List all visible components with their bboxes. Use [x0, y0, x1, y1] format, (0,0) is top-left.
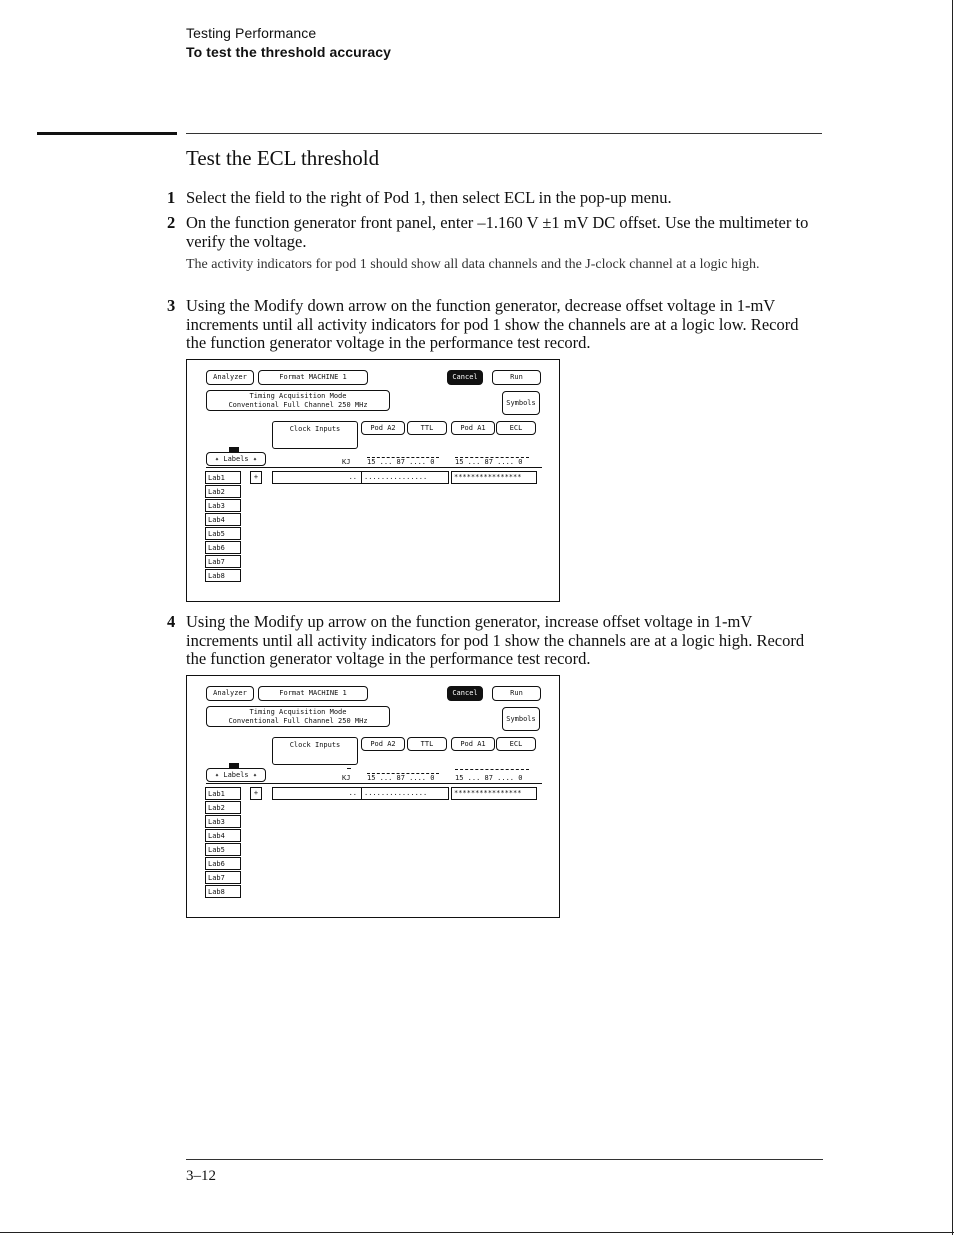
running-head — [186, 24, 391, 62]
clock-assignment-field[interactable]: .. — [272, 787, 362, 800]
label-row[interactable]: Lab1 — [205, 787, 241, 800]
pod-a1-label: Pod A1 — [451, 421, 495, 435]
analyzer-button[interactable]: Analyzer — [206, 686, 254, 701]
step-3 — [167, 296, 816, 353]
step-text: On the function generator front panel, enter –1.160 V ±1 mV DC offset. Use the multimeter to verify the voltage. — [186, 213, 809, 251]
page-edge-right — [952, 0, 953, 1235]
label-row[interactable]: Lab5 — [205, 527, 241, 540]
add-label-button[interactable]: + — [250, 787, 262, 800]
step-number: 4 — [167, 612, 176, 631]
pod-a2-assignment-field[interactable]: ............... — [361, 787, 449, 800]
symbols-button[interactable]: Symbols — [502, 391, 540, 415]
step-text: Using the Modify down arrow on the function generator, decrease offset voltage in 1-mV increments until all activity indicators for pod 1 show the channels are at a logic low. Record the function generator voltage in the performance test record. — [186, 296, 799, 352]
mode-line-2: Conventional Full Channel 250 MHz — [228, 401, 368, 409]
format-button[interactable]: Format MACHINE 1 — [258, 370, 368, 385]
page-edge-bottom — [0, 1232, 954, 1233]
mode-line-1: Timing Acquisition Mode — [249, 708, 347, 716]
analyzer-button[interactable]: Analyzer — [206, 370, 254, 385]
header-divider — [206, 467, 542, 468]
pod-a2-label: Pod A2 — [361, 421, 405, 435]
label-row[interactable]: Lab7 — [205, 555, 241, 568]
run-button[interactable]: Run — [492, 370, 541, 385]
analyzer-screen-high — [186, 675, 560, 918]
clock-bits-label: KJ — [342, 458, 351, 466]
add-label-button[interactable]: + — [250, 471, 262, 484]
label-row[interactable]: Lab4 — [205, 829, 241, 842]
pod-a2-assignment-field[interactable]: ............... — [361, 471, 449, 484]
step-number: 2 — [167, 213, 176, 232]
page-number: 3–12 — [186, 1168, 216, 1184]
pod-a2-bit-range: 15 ... 87 .... 0 — [367, 774, 435, 782]
acquisition-mode-button[interactable] — [206, 706, 390, 727]
section-subtitle: To test the threshold accuracy — [186, 44, 392, 60]
pod-a2-threshold-button[interactable]: TTL — [407, 421, 447, 435]
pod-a1-bit-range: 15 ... 87 .... 0 — [455, 458, 523, 466]
analyzer-screen-low — [186, 359, 560, 602]
label-row[interactable]: Lab6 — [205, 857, 241, 870]
pod-a1-activity-line — [455, 769, 529, 770]
step-text: Select the field to the right of Pod 1, then select ECL in the pop-up menu. — [186, 188, 672, 207]
acquisition-mode-button[interactable] — [206, 390, 390, 411]
section-rule-thin — [186, 133, 822, 134]
clock-inputs-button[interactable]: Clock Inputs — [272, 737, 358, 765]
label-row[interactable]: Lab1 — [205, 471, 241, 484]
pod-a1-label: Pod A1 — [451, 737, 495, 751]
format-button[interactable]: Format MACHINE 1 — [258, 686, 368, 701]
labels-button[interactable]: ✦ Labels ✦ — [206, 768, 266, 782]
label-row[interactable]: Lab8 — [205, 885, 241, 898]
mode-line-1: Timing Acquisition Mode — [249, 392, 347, 400]
label-row[interactable]: Lab3 — [205, 815, 241, 828]
chapter-title: Testing Performance — [186, 25, 317, 41]
label-row[interactable]: Lab2 — [205, 801, 241, 814]
step-note: The activity indicators for pod 1 should show all data channels and the J-clock channel at a logic high. — [186, 257, 760, 272]
label-row[interactable]: Lab8 — [205, 569, 241, 582]
label-row[interactable]: Lab4 — [205, 513, 241, 526]
pod-a2-bit-range: 15 ... 87 .... 0 — [367, 458, 435, 466]
pod-a2-label: Pod A2 — [361, 737, 405, 751]
labels-button[interactable]: ✦ Labels ✦ — [206, 452, 266, 466]
pod-a1-assignment-field[interactable]: **************** — [451, 787, 537, 800]
label-row[interactable]: Lab2 — [205, 485, 241, 498]
label-row[interactable]: Lab7 — [205, 871, 241, 884]
header-divider — [206, 783, 542, 784]
section-rule-thick — [37, 132, 177, 135]
pod-a1-threshold-button[interactable]: ECL — [496, 737, 536, 751]
clock-assignment-field[interactable]: .. — [272, 471, 362, 484]
label-row[interactable]: Lab5 — [205, 843, 241, 856]
run-button[interactable]: Run — [492, 686, 541, 701]
pod-a2-threshold-button[interactable]: TTL — [407, 737, 447, 751]
pod-a1-assignment-field[interactable]: **************** — [451, 471, 537, 484]
step-2 — [167, 213, 816, 251]
mode-line-2: Conventional Full Channel 250 MHz — [228, 717, 368, 725]
pod-a1-threshold-button[interactable]: ECL — [496, 421, 536, 435]
step-text: Using the Modify up arrow on the function generator, increase offset voltage in 1-mV increments until all activity indicators for pod 1 show the channels are at a logic high. Record the function generator voltage in the performance test record. — [186, 612, 805, 668]
cancel-button[interactable]: Cancel — [447, 370, 483, 385]
label-row[interactable]: Lab3 — [205, 499, 241, 512]
symbols-button[interactable]: Symbols — [502, 707, 540, 731]
cancel-button[interactable]: Cancel — [447, 686, 483, 701]
step-number: 1 — [167, 188, 176, 207]
pod-a1-bit-range: 15 ... 87 .... 0 — [455, 774, 523, 782]
page-title: Test the ECL threshold — [186, 146, 380, 170]
step-1 — [167, 188, 816, 208]
clock-bits-label: KJ — [342, 774, 351, 782]
label-row[interactable]: Lab6 — [205, 541, 241, 554]
footer-rule — [186, 1159, 823, 1160]
step-number: 3 — [167, 296, 176, 315]
clock-high-indicator — [347, 768, 351, 769]
step-4 — [167, 612, 816, 669]
clock-inputs-button[interactable]: Clock Inputs — [272, 421, 358, 449]
